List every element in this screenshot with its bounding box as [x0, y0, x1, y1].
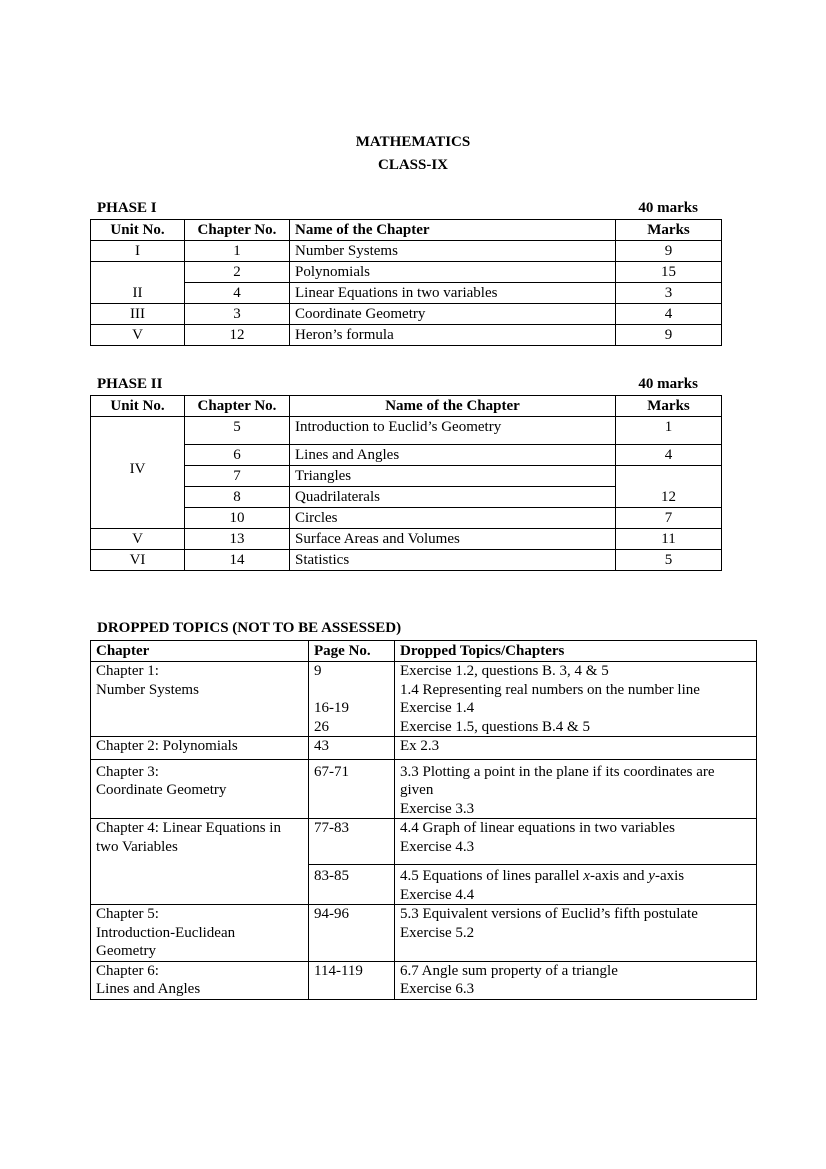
chapter-name-cell: Quadrilaterals [290, 487, 616, 508]
topics-cell: Ex 2.3 [395, 737, 757, 760]
topic-line: 3.3 Plotting a point in the plane if its coordinates are [400, 763, 715, 780]
col-topics-header: Dropped Topics/Chapters [395, 641, 757, 662]
chapter-name-cell: Surface Areas and Volumes [290, 529, 616, 550]
table-row [91, 759, 757, 819]
marks-cell: 9 [616, 325, 722, 346]
page-line [314, 681, 389, 700]
chapter-line: Chapter 6: [96, 962, 159, 979]
chapter-cell [91, 759, 309, 819]
marks-cell: 4 [616, 445, 722, 466]
chapter-name-cell: Circles [290, 508, 616, 529]
topics-cell [395, 905, 757, 962]
chapter-line: Introduction-Euclidean [96, 924, 236, 941]
col-chapter-header: Chapter [91, 641, 309, 662]
chapter-name-cell: Introduction to Euclid’s Geometry [290, 417, 616, 445]
table-header-row [91, 396, 722, 417]
chapter-line: Lines and Angles [96, 981, 201, 997]
topic-line: 4.4 Graph of linear equations in two variables [400, 820, 675, 836]
marks-cell: 12 [616, 466, 722, 508]
topic-line: 6.7 Angle sum property of a triangle [400, 962, 618, 979]
topic-line: 1.4 Representing real numbers on the number line [400, 681, 700, 698]
chapter-name-cell: Heron’s formula [290, 325, 616, 346]
chapter-line: Chapter 3: [96, 763, 159, 780]
table-row [91, 304, 722, 325]
class-title: CLASS-IX [377, 157, 449, 173]
subject-title: MATHEMATICS [355, 134, 471, 150]
table-row [91, 283, 722, 304]
col-marks-header: Marks [616, 396, 722, 417]
marks-cell: 5 [616, 550, 722, 571]
y-variable: y [648, 868, 655, 884]
chapter-cell: 2 [185, 262, 290, 283]
table-row [91, 508, 722, 529]
col-chapter-header: Chapter No. [185, 220, 290, 241]
topic-line: Exercise 4.3 [400, 838, 475, 855]
marks-cell: 1 [616, 417, 722, 445]
topic-text: -axis [654, 868, 685, 884]
chapter-line: Chapter 4: Linear Equations in [96, 820, 281, 836]
topic-line: 5.3 Equivalent versions of Euclid’s fifth postulate [400, 906, 698, 922]
table-header-row [91, 220, 722, 241]
chapter-line: Coordinate Geometry [96, 782, 227, 798]
col-unit-header: Unit No. [91, 220, 185, 241]
topic-line: Exercise 1.4 [400, 700, 475, 716]
chapter-cell: 6 [185, 445, 290, 466]
table-row [91, 961, 757, 999]
topics-cell [395, 865, 757, 905]
page-line: 9 [314, 663, 322, 679]
table-row [91, 466, 722, 487]
topic-text: -axis and [589, 868, 649, 884]
page-cell [309, 662, 395, 737]
unit-cell: V [91, 529, 185, 550]
col-unit-header: Unit No. [91, 396, 185, 417]
chapter-cell: Chapter 2: Polynomials [91, 737, 309, 760]
topic-line [400, 867, 751, 886]
chapter-name-cell: Coordinate Geometry [290, 304, 616, 325]
chapter-cell: 3 [185, 304, 290, 325]
chapter-cell: 5 [185, 417, 290, 445]
unit-cell: VI [91, 550, 185, 571]
chapter-name-cell: Lines and Angles [290, 445, 616, 466]
chapter-line: two Variables [96, 838, 178, 855]
table-row [91, 905, 757, 962]
chapter-cell [91, 819, 309, 905]
chapter-name-cell: Triangles [290, 466, 616, 487]
table-row [91, 262, 722, 283]
table-row [91, 325, 722, 346]
table-row [91, 662, 757, 737]
page-cell: 114-119 [309, 961, 395, 999]
page-line: 26 [314, 718, 329, 735]
chapter-cell [91, 662, 309, 737]
topic-line: Exercise 4.4 [400, 886, 475, 903]
topic-line: given [400, 782, 434, 798]
chapter-cell: 10 [185, 508, 290, 529]
page-line: 16-19 [314, 700, 349, 716]
chapter-cell [91, 961, 309, 999]
phase2-marks: 40 marks [638, 376, 698, 392]
topic-text: 4.5 Equations of lines parallel [400, 868, 584, 884]
unit-cell: V [91, 325, 185, 346]
page-cell: 94-96 [309, 905, 395, 962]
topics-cell [395, 662, 757, 737]
topic-line: Exercise 1.5, questions B.4 & 5 [400, 718, 590, 735]
unit-cell: II [91, 262, 185, 304]
topics-cell [395, 819, 757, 865]
table-header-row [91, 641, 757, 662]
dropped-title: DROPPED TOPICS (NOT TO BE ASSESSED) [97, 620, 402, 636]
phase1-title: PHASE I [97, 200, 157, 216]
topics-cell [395, 759, 757, 819]
chapter-cell [91, 905, 309, 962]
chapter-cell: 8 [185, 487, 290, 508]
chapter-line: Number Systems [96, 681, 199, 698]
topic-line: Exercise 3.3 [400, 800, 475, 817]
page-cell: 67-71 [309, 759, 395, 819]
unit-cell: I [91, 241, 185, 262]
page-cell: 83-85 [309, 865, 395, 905]
marks-cell: 15 [616, 262, 722, 283]
marks-cell: 9 [616, 241, 722, 262]
dropped-table [90, 640, 757, 1000]
col-marks-header: Marks [616, 220, 722, 241]
topic-line: Exercise 1.2, questions B. 3, 4 & 5 [400, 663, 609, 679]
marks-cell: 4 [616, 304, 722, 325]
marks-cell: 7 [616, 508, 722, 529]
topic-line: Exercise 6.3 [400, 981, 475, 997]
table-row [91, 737, 757, 760]
chapter-cell: 13 [185, 529, 290, 550]
x-variable: x [583, 868, 590, 884]
table-row [91, 445, 722, 466]
marks-cell: 3 [616, 283, 722, 304]
topic-line: Exercise 5.2 [400, 924, 475, 941]
unit-cell: IV [91, 417, 185, 529]
unit-cell: III [91, 304, 185, 325]
topics-cell [395, 961, 757, 999]
chapter-cell: 1 [185, 241, 290, 262]
phase1-marks: 40 marks [638, 200, 698, 216]
col-chapter-header: Chapter No. [185, 396, 290, 417]
chapter-name-cell: Linear Equations in two variables [290, 283, 616, 304]
marks-cell: 11 [616, 529, 722, 550]
table-row [91, 417, 722, 445]
col-name-header: Name of the Chapter [290, 396, 616, 417]
chapter-name-cell: Number Systems [290, 241, 616, 262]
chapter-cell: 7 [185, 466, 290, 487]
chapter-cell: 4 [185, 283, 290, 304]
phase1-table [90, 219, 722, 346]
chapter-name-cell: Polynomials [290, 262, 616, 283]
chapter-line: Chapter 1: [96, 663, 159, 679]
table-row [91, 241, 722, 262]
col-page-header: Page No. [309, 641, 395, 662]
chapter-name-cell: Statistics [290, 550, 616, 571]
table-row [91, 550, 722, 571]
table-row [91, 819, 757, 865]
page-cell: 77-83 [309, 819, 395, 865]
chapter-cell: 14 [185, 550, 290, 571]
chapter-cell: 12 [185, 325, 290, 346]
table-row [91, 529, 722, 550]
chapter-line: Geometry [96, 943, 156, 959]
phase2-title: PHASE II [97, 376, 163, 392]
page-cell: 43 [309, 737, 395, 760]
phase2-table [90, 395, 722, 571]
col-name-header: Name of the Chapter [290, 220, 616, 241]
chapter-line: Chapter 5: [96, 906, 159, 922]
